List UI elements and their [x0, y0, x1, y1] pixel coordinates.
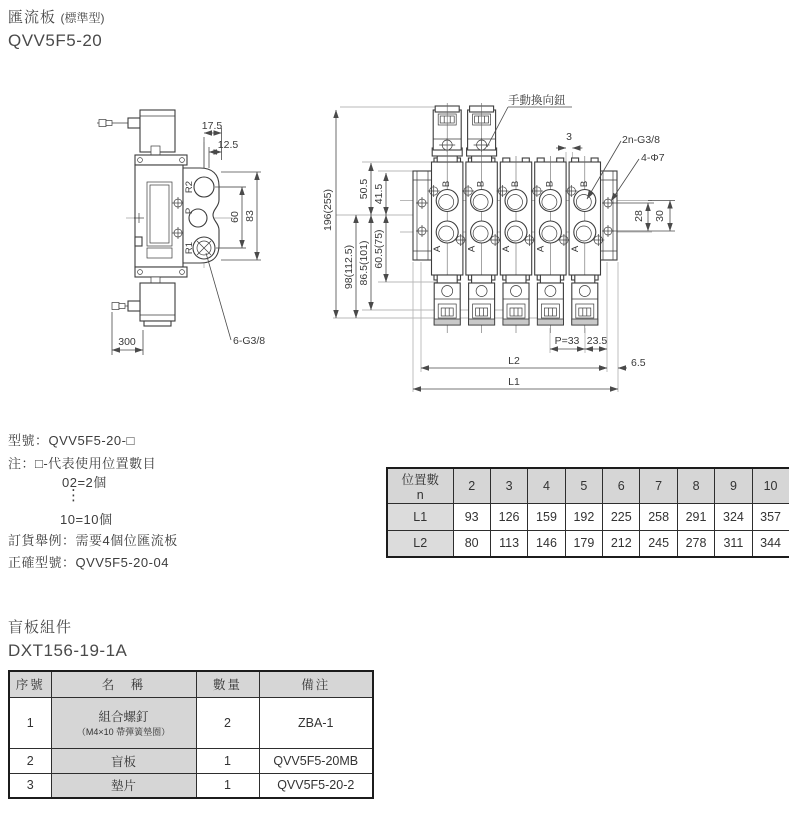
port-label-r2: R2	[184, 180, 195, 194]
ordering-note-line: 注：□-代表使用位置數目	[8, 456, 157, 471]
ordering-correct-model: 正確型號：QVV5F5-20-04	[8, 555, 169, 570]
l2-value: 179	[565, 530, 602, 557]
l2-value: 278	[677, 530, 714, 557]
port-label-p: P	[184, 207, 195, 215]
dim-98: 98(112.5)	[343, 244, 355, 290]
dim-196: 196(255)	[322, 188, 334, 232]
position-count: 10	[752, 468, 789, 503]
position-count: 4	[528, 468, 565, 503]
dim-60-5: 60.5(75)	[373, 229, 385, 269]
port-label-a: A	[501, 245, 512, 253]
l1-value: 225	[603, 503, 640, 530]
position-count: 3	[490, 468, 527, 503]
hole-callout-4phi7: 4-Φ7	[641, 152, 665, 164]
l1-value: 192	[565, 503, 602, 530]
dim-28: 28	[633, 210, 645, 222]
l2-value: 80	[453, 530, 490, 557]
side-view-top-solenoid	[97, 110, 175, 155]
dim-41-5: 41.5	[373, 183, 385, 205]
part-no: 3	[9, 773, 51, 798]
side-view-drawing	[97, 110, 265, 355]
part-name: 盲板	[51, 748, 196, 773]
position-count: 6	[603, 468, 640, 503]
port-label-a: A	[466, 245, 478, 253]
page-title-text: 匯流板	[8, 9, 57, 26]
side-view-body	[134, 155, 187, 277]
l1-value: 291	[677, 503, 714, 530]
port-label-a: A	[535, 245, 547, 253]
l2-value: 212	[603, 530, 640, 557]
ordering-model-line: 型號：QVV5F5-20-□	[8, 433, 135, 448]
dimension-table	[386, 467, 789, 558]
table-row-l1	[387, 503, 789, 530]
l1-value: 357	[752, 503, 789, 530]
l1-value: 93	[453, 503, 490, 530]
l1-value: 159	[528, 503, 565, 530]
l1-value: 324	[715, 503, 752, 530]
ordering-example-2: 02=2個	[62, 475, 107, 490]
dim-86-5: 86.5(101)	[358, 240, 370, 286]
dim-l2: L2	[508, 355, 520, 367]
part-no: 1	[9, 697, 51, 748]
side-view-port-plate	[183, 168, 219, 263]
col-header-qty: 數量	[196, 671, 259, 697]
dim-l1: L1	[508, 376, 520, 388]
manual-knob-callout: 手動換向鈕	[508, 95, 566, 107]
blank-plate-model: DXT156-19-1A	[8, 641, 128, 660]
dim-50-5: 50.5	[358, 178, 370, 200]
part-qty: 2	[196, 697, 259, 748]
parts-table-row	[9, 748, 373, 773]
part-name-main: 組合螺釘	[98, 710, 149, 724]
right-end-plate	[600, 171, 617, 260]
thread-callout-6g38: 6-G3/8	[233, 335, 266, 347]
part-name	[51, 697, 196, 748]
l2-value: 113	[490, 530, 527, 557]
position-count: 9	[715, 468, 752, 503]
part-no: 2	[9, 748, 51, 773]
table-row-l2	[387, 530, 789, 557]
l2-value: 245	[640, 530, 677, 557]
dim-3: 3	[566, 131, 572, 143]
col-header-name: 名 稱	[51, 671, 196, 697]
ordering-order-example: 訂貨舉例：需要4個位匯流板	[8, 533, 178, 548]
port-label-r1: R1	[184, 241, 195, 255]
port-label-b: B	[578, 180, 590, 188]
valve-stations	[428, 103, 605, 333]
page-title-note: (標準型)	[60, 11, 105, 25]
dim-17-5: 17.5	[201, 120, 223, 132]
position-count: 2	[453, 468, 490, 503]
ordering-ellipsis: ⋮	[66, 487, 82, 504]
part-name: 墊片	[51, 773, 196, 798]
part-note: QVV5F5-20MB	[259, 748, 373, 773]
parts-table-header-row	[9, 671, 373, 697]
port-b-hole	[471, 190, 493, 212]
position-count: 8	[677, 468, 714, 503]
l2-value: 344	[752, 530, 789, 557]
thread-callout-2n-g38: 2n-G3/8	[622, 134, 660, 146]
part-name-sub: （M4×10 帶彈簧墊圈）	[76, 727, 171, 737]
port-b-hole	[505, 190, 527, 212]
port-label-b: B	[544, 180, 556, 188]
part-qty: 1	[196, 773, 259, 798]
port-label-b: B	[510, 180, 521, 188]
dim-pitch: P=33	[554, 335, 580, 347]
ordering-example-10: 10=10個	[60, 512, 113, 527]
part-note: QVV5F5-20-2	[259, 773, 373, 798]
port-label-a: A	[432, 245, 444, 253]
parts-table-row	[9, 773, 373, 798]
blank-plate-title: 盲板組件	[8, 619, 73, 636]
product-model: QVV5F5-20	[8, 31, 103, 50]
parts-table-row	[9, 697, 373, 748]
port-label-b: B	[475, 180, 487, 188]
dim-table-header-positions	[387, 468, 453, 503]
l1-value: 126	[490, 503, 527, 530]
side-view-bottom-solenoid	[112, 277, 175, 326]
dim-30: 30	[654, 210, 666, 222]
row-label-l2: L2	[387, 530, 453, 557]
col-header-no: 序號	[9, 671, 51, 697]
l1-value: 258	[640, 503, 677, 530]
position-count: 5	[565, 468, 602, 503]
position-count: 7	[640, 468, 677, 503]
port-label-a: A	[569, 245, 581, 253]
port-b-hole	[574, 190, 596, 212]
dim-12-5: 12.5	[217, 139, 239, 151]
front-view-dimensions	[322, 93, 675, 389]
dim-table-header-sub: n	[416, 487, 424, 502]
col-header-note: 備注	[259, 671, 373, 697]
port-b-hole	[436, 190, 458, 212]
dim-300: 300	[118, 336, 136, 348]
part-note: ZBA-1	[259, 697, 373, 748]
row-label-l1: L1	[387, 503, 453, 530]
l2-value: 311	[715, 530, 752, 557]
port-r2-hole	[194, 177, 214, 197]
front-view-drawing	[322, 93, 675, 392]
left-end-plate	[413, 171, 432, 260]
port-label-b: B	[441, 180, 453, 188]
part-qty: 1	[196, 748, 259, 773]
dim-83: 83	[244, 210, 256, 222]
dim-60: 60	[229, 211, 241, 223]
dim-6-5: 6.5	[631, 357, 646, 369]
dim-table-header-top: 位置數	[401, 472, 439, 487]
port-b-hole	[539, 190, 561, 212]
dim-23-5: 23.5	[586, 335, 608, 347]
blank-plate-parts-table	[8, 670, 374, 799]
l2-value: 146	[528, 530, 565, 557]
